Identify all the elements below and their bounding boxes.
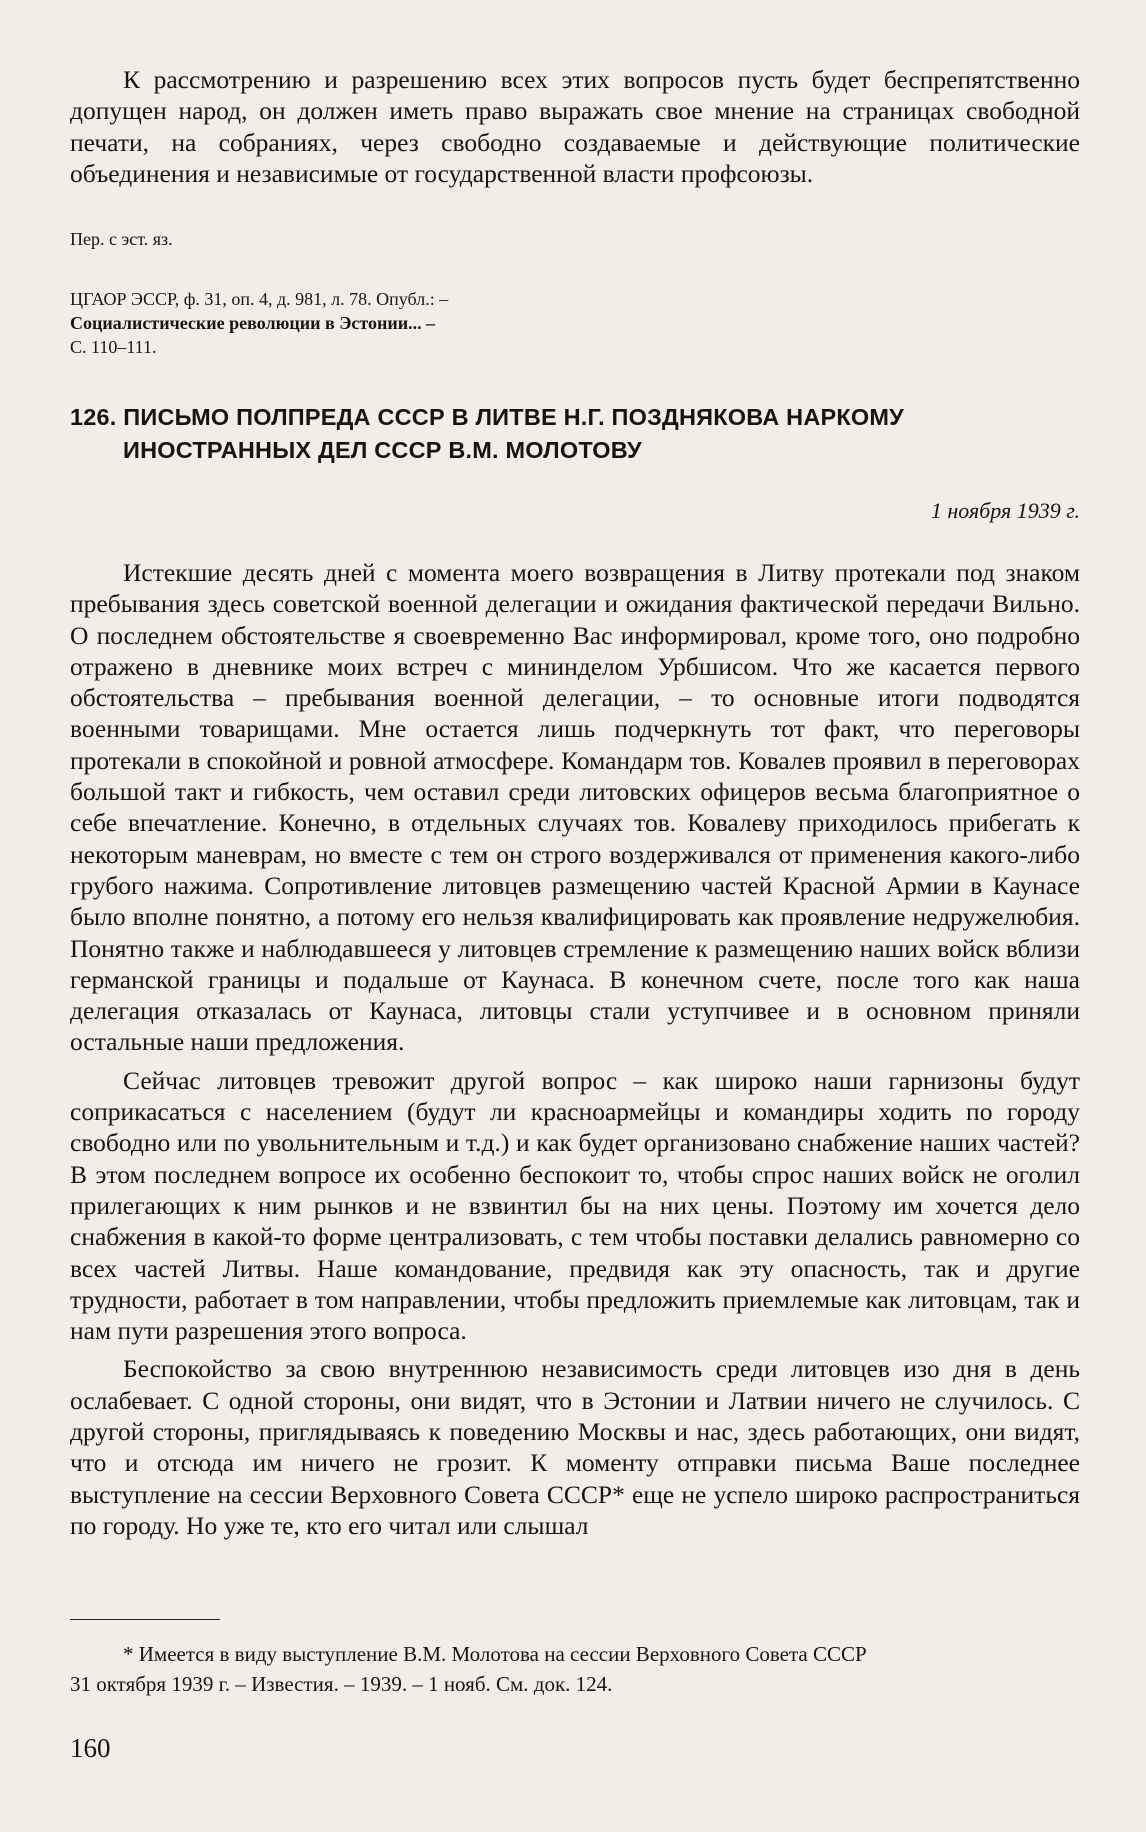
footnote-divider bbox=[70, 1619, 220, 1620]
letter-paragraph: Истекшие десять дней с момента моего возвращения в Литву протекали под знаком пребывания здесь советской военной делегации и ожидания фактической передачи Вильно. О последнем обстоятельстве я своевременно Вас информировал, кроме того, оно подробно отражено в дневнике моих встреч с мининделом Урбшисом. Что же касается первого обстоятельства – пребывания военной делегации, – то основные итоги подводятся военными товарищами. Мне остается лишь подчеркнуть тот факт, что переговоры протекали в спокойной и ровной атмосфере. Командарм тов. Ковалев проявил в переговорах большой такт и гибкость, чем оставил среди литовских офицеров весьма благоприятное о себе впечатление. Конечно, в отдельных случаях тов. Ковалеву приходилось прибегать к некоторым маневрам, но вместе с тем он строго воздерживался от применения какого-либо грубого нажима. Сопротивление литовцев размещению частей Красной Армии в Каунасе было вполне понятно, а потому его нельзя квалифицировать как проявление недружелюбия. Понятно также и наблюдавшееся у литовцев стремление к размещению наших войск вблизи германской границы и подальше от Каунаса. В конечном счете, после того как наша делегация отказалась от Каунаса, литовцы стали уступчивее и в основном приняли остальные наши предложения. bbox=[70, 558, 1080, 1057]
document-heading-line1: 126. ПИСЬМО ПОЛПРЕДА СССР В ЛИТВЕ Н.Г. ПОЗДНЯКОВА НАРКОМУ bbox=[70, 404, 904, 430]
archive-reference-line1: ЦГАОР ЭССР, ф. 31, оп. 4, д. 981, л. 78. Опубл.: – bbox=[70, 289, 449, 309]
footnote-line2: 31 октября 1939 г. – Известия. – 1939. – 1 нояб. См. док. 124. bbox=[70, 1672, 613, 1696]
archive-reference-line3: С. 110–111. bbox=[70, 337, 157, 357]
translation-note: Пер. с эст. яз. bbox=[70, 229, 173, 249]
footnote bbox=[70, 1639, 1080, 1699]
document-heading-line2: ИНОСТРАННЫХ ДЕЛ СССР В.М. МОЛОТОВУ bbox=[123, 437, 642, 463]
document-date: 1 ноября 1939 г. bbox=[930, 498, 1080, 523]
archive-reference bbox=[70, 287, 448, 359]
page-number: 160 bbox=[70, 1733, 111, 1763]
letter-body bbox=[70, 557, 1080, 1548]
letter-paragraph: Беспокойство за свою внутреннюю независимость среди литовцев изо дня в день ослабевает. С одной стороны, они видят, что в Эстонии и Латвии ничего не случилось. С другой стороны, приглядываясь к поведению Москвы и нас, здесь работающих, они видят, что и отсюда им ничего не грозит. К моменту отправки письма Ваше последнее выступление на сессии Верховного Совета СССР* еще не успело широко распространиться по городу. Но уже те, кто его читал или слышал bbox=[70, 1354, 1080, 1540]
footnote-line1: * Имеется в виду выступление В.М. Молотова на сессии Верховного Совета СССР bbox=[123, 1642, 867, 1666]
document-heading bbox=[70, 401, 1080, 467]
archive-reference-line2: Социалистические революции в Эстонии... – bbox=[70, 313, 436, 333]
intro-paragraph: К рассмотрению и разрешению всех этих вопросов пусть будет беспрепятственно допущен народ, он должен иметь право выражать свое мнение на страницах свободной печати, на собраниях, через свободно создаваемые и действующие политические объединения и независимые от государственной власти профсоюзы. bbox=[70, 65, 1080, 188]
intro-paragraph-block bbox=[70, 64, 1080, 189]
letter-paragraph: Сейчас литовцев тревожит другой вопрос – как широко наши гарнизоны будут соприкасаться с населением (будут ли красноармейцы и командиры ходить по городу свободно или по увольнительным и т.д.) и как будет организовано снабжение наших частей? В этом последнем вопросе их особенно беспокоит то, чтобы спрос наших войск не оголил прилегающих к ним рынков и не взвинтил бы на них цены. Поэтому им хочется дело снабжения в какой-то форме централизовать, с тем чтобы поставки делались равномерно со всех частей Литвы. Наше командование, предвидя как эту опасность, так и другие трудности, работает в том направлении, чтобы предложить приемлемые как литовцам, так и нам пути разрешения этого вопроса. bbox=[70, 1065, 1080, 1346]
